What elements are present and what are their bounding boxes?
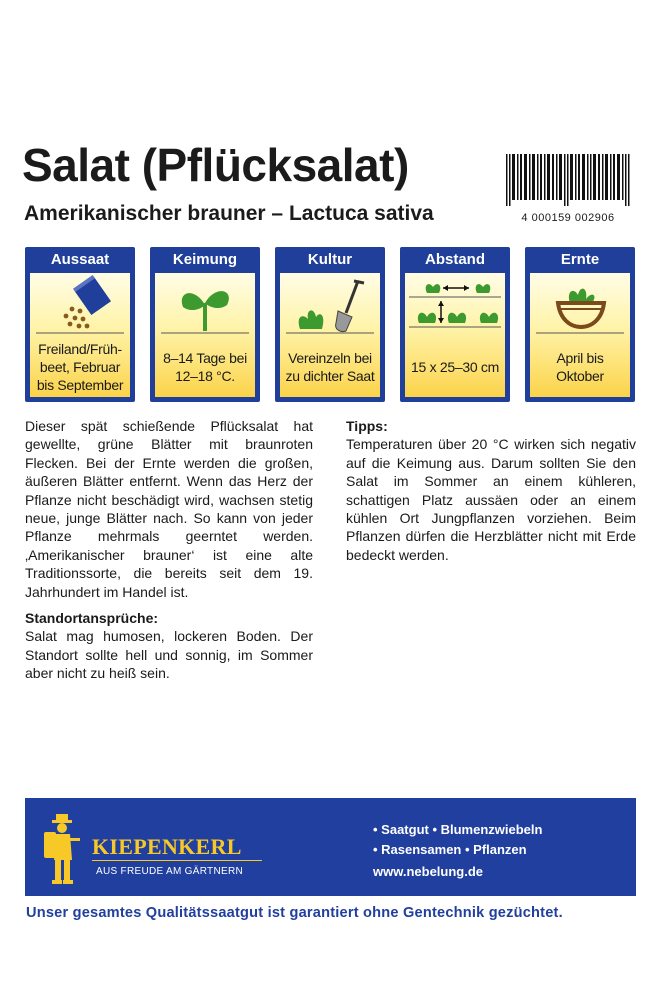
kiepenkerl-logo bbox=[40, 808, 265, 888]
barcode-number: 4 000159 002906 bbox=[521, 212, 615, 224]
tips-text: Temperaturen über 20 °C wirken sich negativ auf die Keimung aus. Darum sollten Sie den Salat im Sommer an einem kühleren, schattigen Platz aussäen oder an einem kühlen Ort Jungpflanzen vorziehen. Beim Pflanzen dürfen die Herzblätter nicht mit Erde bedeckt werden. bbox=[346, 436, 636, 563]
page-title: Salat (Pflücksalat) bbox=[22, 139, 409, 191]
location-text: Salat mag humosen, lockeren Boden. Der Standort sollte hell und sonnig, im Sommer aber nicht zu heiß sein. bbox=[25, 628, 313, 682]
card-label: Aussaat bbox=[50, 251, 110, 268]
spacing-icon bbox=[405, 273, 505, 337]
product-line-2: • Rasensamen • Pflanzen bbox=[373, 842, 527, 857]
tips-heading: Tipps: bbox=[346, 418, 388, 434]
card-text: 15 x 25–30 cm bbox=[411, 359, 499, 375]
card-label: Abstand bbox=[425, 251, 485, 268]
card-kultur bbox=[275, 247, 385, 402]
card-abstand bbox=[400, 247, 510, 402]
spade-plants-icon bbox=[280, 273, 380, 337]
product-line-1: • Saatgut • Blumenzwiebeln bbox=[373, 822, 543, 837]
kiepenkerl-figure-icon bbox=[40, 812, 84, 888]
card-text: Vereinzeln bei zu dichter Saat bbox=[285, 350, 375, 384]
website-link[interactable]: www.nebelung.de bbox=[373, 864, 484, 879]
brand-tagline: AUS FREUDE AM GÄRTNERN bbox=[96, 866, 243, 877]
card-aussaat bbox=[25, 247, 135, 402]
description-text: Dieser spät schießende Pflücksalat hat gewellte, grüne Blätter mit braunroten Flecken. Bei der Ernte werden die großen, äußeren Blätter entfernt. Wenn das Herz der Pflanze nicht beschädigt wird, wachsen stetig neue, junge Blätter nach. So kann von jeder Pflanze mehrmals geerntet werden. ‚Amerikanischer brauner‘ ist eine alte Traditionssorte, die bereits seit dem 19. Jahrhundert im Handel ist. bbox=[25, 418, 313, 600]
card-text: 8–14 Tage bei 12–18 °C. bbox=[163, 350, 247, 384]
card-text: Freiland/Früh-beet, Februar bis September bbox=[36, 341, 124, 393]
harvest-bowl-icon bbox=[530, 273, 630, 337]
brand-footer bbox=[25, 798, 636, 896]
card-label: Ernte bbox=[560, 251, 600, 268]
barcode bbox=[506, 154, 630, 206]
seed-packet-icon bbox=[30, 273, 130, 337]
description-column bbox=[25, 417, 313, 683]
tips-column bbox=[346, 417, 636, 564]
card-ernte bbox=[525, 247, 635, 402]
card-label: Kultur bbox=[307, 251, 353, 268]
page-subtitle: Amerikanischer brauner – Lactuca sativa bbox=[24, 202, 434, 225]
card-keimung bbox=[150, 247, 260, 402]
location-heading: Standortansprüche: bbox=[25, 610, 159, 627]
gmo-free-disclaimer: Unser gesamtes Qualitätssaatgut ist garantiert ohne Gentechnik gezüchtet. bbox=[26, 905, 563, 921]
seedling-icon bbox=[155, 273, 255, 337]
card-text: April bis Oktober bbox=[556, 350, 604, 384]
info-cards bbox=[25, 247, 636, 402]
brand-name: KIEPENKERL bbox=[92, 834, 242, 859]
card-label: Keimung bbox=[172, 251, 238, 268]
product-list bbox=[373, 820, 542, 860]
